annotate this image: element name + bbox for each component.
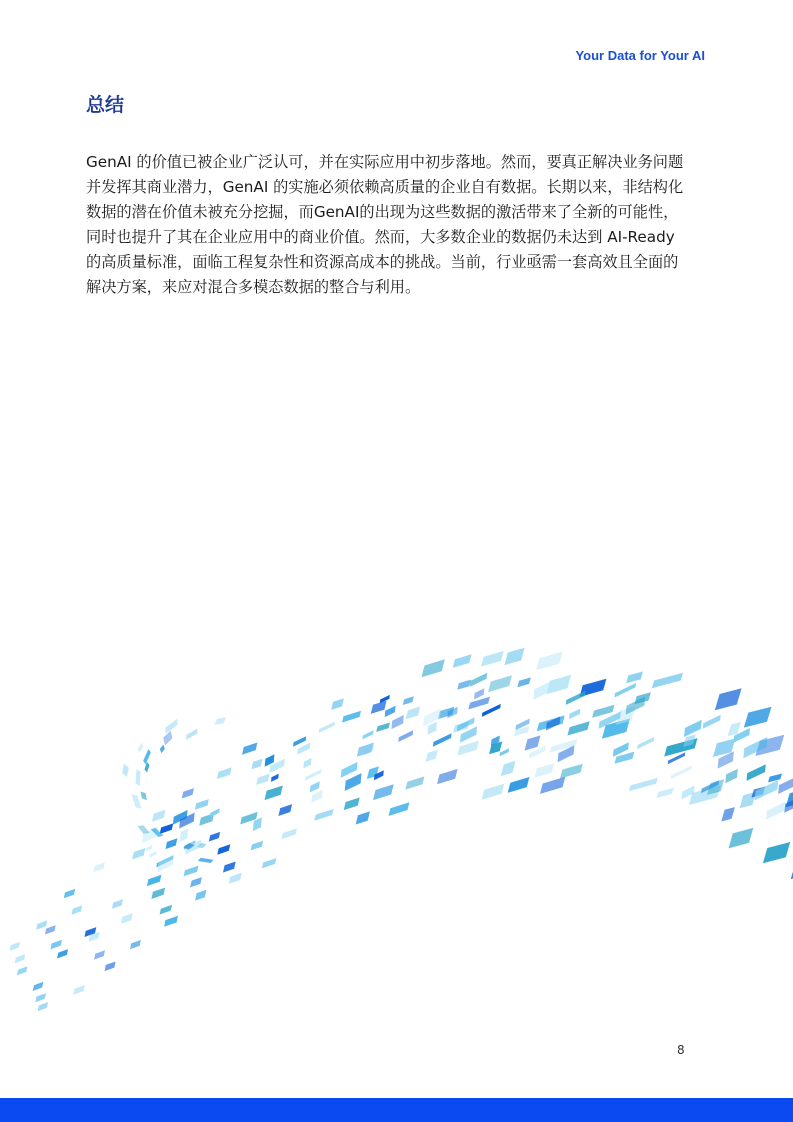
wave-tile [251, 841, 264, 851]
wave-tile [319, 722, 335, 733]
wave-tile [391, 715, 403, 729]
wave-tile [721, 807, 735, 821]
wave-tile [363, 742, 375, 756]
wave-tile [747, 764, 766, 781]
wave-tile [468, 697, 490, 710]
wave-tile [763, 842, 790, 863]
wave-tile [122, 764, 129, 778]
wave-tile [217, 767, 232, 779]
wave-tile [164, 916, 178, 927]
wave-tile [482, 784, 505, 800]
wave-tile [57, 949, 68, 958]
wave-tile [546, 716, 560, 730]
paragraph-line: 解决方案，来应对混合多模态数据的整合与利用。 [86, 278, 421, 296]
wave-tile [215, 717, 227, 725]
wave-tile [186, 729, 197, 740]
wave-tile [121, 913, 133, 924]
wave-tile [271, 774, 279, 782]
wave-tile [508, 777, 530, 793]
wave-tile [265, 786, 283, 801]
wave-tile [766, 802, 785, 820]
wave-tile [149, 851, 156, 858]
wave-tile [715, 688, 742, 710]
wave-tile [405, 776, 424, 789]
wave-tile [184, 866, 199, 877]
wave-tile [504, 648, 524, 666]
wave-tile [363, 730, 374, 739]
wave-tile [281, 828, 297, 839]
wave-tile [94, 950, 105, 959]
wave-tile [158, 855, 174, 872]
wave-tile [629, 778, 658, 792]
wave-tile [371, 701, 387, 714]
wave-tile [389, 802, 410, 816]
wave-tile [73, 985, 85, 995]
wave-tile [262, 858, 277, 868]
wave-tile [278, 804, 292, 816]
wave-tile [147, 875, 162, 886]
wave-tile [152, 810, 166, 822]
wave-tile [652, 673, 683, 689]
wave-tile [703, 715, 721, 729]
wave-tile [566, 691, 586, 705]
wave-tile [223, 862, 236, 873]
wave-tile [143, 749, 151, 764]
wave-tile [426, 750, 438, 762]
wave-tile [251, 759, 262, 770]
wave-tile [195, 890, 206, 901]
wave-tile [729, 828, 754, 849]
wave-tile [433, 733, 452, 747]
wave-tile [160, 745, 165, 754]
wave-tile [256, 774, 270, 785]
paragraph-line: 的高质量标准，面临工程复杂性和资源高成本的挑战。当前，行业亟需一套高效且全面的 [86, 253, 679, 271]
wave-tile [190, 877, 202, 887]
wave-tile [51, 940, 63, 950]
wave-tile [743, 737, 767, 758]
wave-tile [453, 654, 472, 668]
wave-tile [310, 781, 320, 792]
paragraph-line: 同时也提升了其在企业应用中的商业价值。然而，大多数企业的数据仍未达到 AI-Ready [86, 228, 675, 246]
wave-tile [160, 823, 174, 834]
paragraph-line: 并发挥其商业潜力，GenAI 的实施必须依赖高质量的企业自有数据。长期以来，非结构化 [86, 178, 684, 196]
wave-tile [217, 844, 230, 854]
wave-tile [470, 673, 487, 687]
wave-tile [36, 920, 47, 929]
wave-tile [45, 925, 56, 934]
wave-tile [341, 762, 358, 778]
wave-tile [356, 811, 370, 824]
wave-tile [198, 858, 214, 863]
wave-tile [457, 741, 479, 756]
wave-tile [10, 942, 21, 951]
wave-tile [768, 774, 782, 783]
wave-tile [403, 696, 414, 705]
wave-tile [626, 671, 643, 683]
wave-tile [500, 748, 509, 756]
wave-tile [657, 788, 674, 798]
wave-tile [626, 697, 646, 715]
wave-tile [342, 711, 361, 723]
wave-tile [38, 1002, 49, 1011]
wave-tile [298, 743, 311, 755]
header-tagline: Your Data for Your AI [575, 48, 705, 63]
wave-tile [567, 721, 589, 735]
wave-tile [130, 940, 141, 949]
wave-tile [141, 791, 147, 800]
wave-tile [501, 761, 516, 776]
wave-tile [33, 982, 44, 991]
wave-tile [482, 704, 501, 717]
wave-tile [398, 730, 413, 742]
wave-tile [160, 905, 172, 915]
wave-tile [137, 825, 149, 834]
wave-tile [422, 659, 445, 677]
wave-tile [180, 828, 188, 842]
wave-tile [345, 773, 362, 791]
wave-tile [112, 899, 123, 909]
wave-tile [744, 707, 772, 728]
wave-tile [136, 769, 141, 786]
wave-tile [684, 720, 702, 737]
footer-bar [0, 1098, 793, 1122]
wave-tile [536, 652, 563, 671]
wave-tile [457, 680, 471, 690]
wave-tile [131, 794, 141, 809]
wave-tile [569, 709, 580, 720]
wave-tile [303, 758, 311, 768]
wave-tile [311, 790, 322, 803]
wave-tile [72, 905, 83, 914]
paragraph-line: 数据的潜在价值未被充分挖掘，而GenAI的出现为这些数据的激活带来了全新的可能性， [86, 203, 679, 221]
wave-tile [534, 763, 554, 778]
wave-tile [488, 675, 512, 692]
wave-tile [481, 651, 504, 667]
wave-tile [474, 688, 484, 699]
wave-tile [105, 962, 116, 972]
wave-tile [755, 780, 779, 801]
wave-tile [242, 743, 257, 755]
wave-tile [533, 680, 553, 700]
wave-tile [163, 731, 172, 746]
wave-tile [210, 808, 220, 817]
section-title: 总结 [86, 94, 125, 116]
decorative-data-wave [0, 560, 793, 1040]
wave-tile [35, 993, 46, 1002]
wave-tile [560, 764, 583, 779]
wave-tile [138, 743, 144, 753]
wave-tile [385, 706, 396, 717]
wave-tile [406, 707, 421, 720]
wave-tile [165, 719, 178, 734]
wave-tile [314, 809, 333, 821]
wave-tile [64, 889, 75, 899]
wave-tile [344, 798, 360, 811]
paragraph-line: GenAI 的价值已被企业广泛认可，并在实际应用中初步落地。然而，要真正解决业务问题 [86, 153, 684, 171]
wave-tile [540, 777, 565, 794]
wave-tile [195, 799, 209, 810]
wave-tile [615, 683, 636, 698]
wave-tile [17, 966, 28, 975]
page-number: 8 [677, 1043, 685, 1057]
wave-tile [331, 698, 344, 710]
wave-tile [517, 677, 530, 687]
wave-tile [671, 765, 692, 779]
wave-tile [423, 708, 441, 726]
wave-tile [166, 838, 178, 849]
wave-tile [229, 873, 242, 884]
wave-tile [592, 705, 614, 718]
wave-tile [151, 888, 165, 899]
wave-tile [428, 722, 437, 735]
wave-tile [293, 736, 306, 747]
wave-tile [305, 769, 322, 780]
wave-tile [146, 845, 152, 852]
wave-tile [209, 832, 220, 842]
wave-tile [15, 954, 26, 963]
wave-tile [182, 788, 194, 798]
wave-tile [376, 723, 390, 733]
wave-tile [637, 737, 654, 749]
wave-tile [373, 784, 394, 800]
wave-tile [132, 848, 145, 859]
summary-paragraph [86, 150, 711, 300]
wave-tile [725, 769, 738, 784]
wave-tile [437, 769, 458, 784]
wave-tile [525, 735, 541, 750]
wave-tile [94, 862, 105, 872]
